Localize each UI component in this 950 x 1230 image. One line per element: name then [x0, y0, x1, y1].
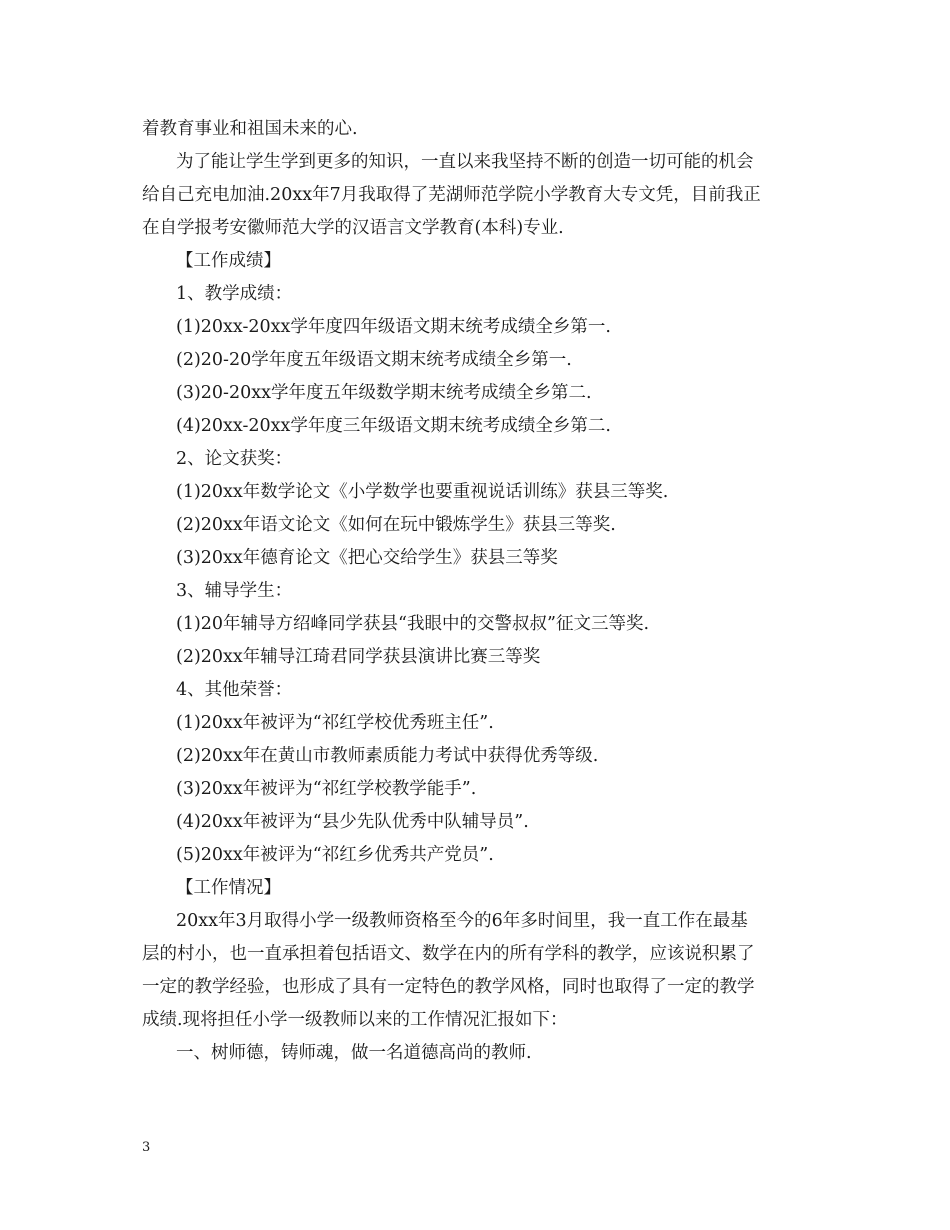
list-item: (3)20xx年德育论文《把心交给学生》获县三等奖 — [176, 548, 558, 568]
subsection-heading: 3、辅导学生： — [176, 581, 293, 601]
paragraph-line: 一定的教学经验，也形成了具有一定特色的教学风格，同时也取得了一定的教学 — [142, 977, 755, 997]
list-item: (2)20xx年语文论文《如何在玩中锻炼学生》获县三等奖. — [176, 515, 616, 535]
subsection-heading: 1、教学成绩： — [176, 284, 293, 304]
list-item: (1)20年辅导方绍峰同学获县“我眼中的交警叔叔”征文三等奖. — [176, 614, 650, 634]
list-item: (4)20xx-20xx学年度三年级语文期末统考成绩全乡第二. — [176, 416, 611, 436]
list-item: (2)20-20学年度五年级语文期末统考成绩全乡第一. — [176, 350, 572, 370]
list-item: (4)20xx年被评为“县少先队优秀中队辅导员”. — [176, 812, 529, 832]
list-item: (1)20xx年数学论文《小学数学也要重视说话训练》获县三等奖. — [176, 482, 669, 502]
paragraph-line: 一、树师德，铸师魂，做一名道德高尚的教师. — [176, 1043, 532, 1063]
paragraph-line: 着教育事业和祖国未来的心. — [142, 119, 358, 139]
list-item: (3)20xx年被评为“祁红学校教学能手”. — [176, 779, 477, 799]
list-item: (2)20xx年在黄山市教师素质能力考试中获得优秀等级. — [176, 746, 599, 766]
section-heading: 【工作情况】 — [176, 878, 281, 898]
paragraph-line: 为了能让学生学到更多的知识，一直以来我坚持不断的创造一切可能的机会 — [176, 152, 754, 172]
list-item: (3)20-20xx学年度五年级数学期末统考成绩全乡第二. — [176, 383, 592, 403]
paragraph-line: 20xx年3月取得小学一级教师资格至今的6年多时间里，我一直工作在最基 — [176, 911, 748, 931]
list-item: (1)20xx年被评为“祁红学校优秀班主任”. — [176, 713, 494, 733]
list-item: (2)20xx年辅导江琦君同学获县演讲比赛三等奖 — [176, 647, 541, 667]
subsection-heading: 4、其他荣誉： — [176, 680, 293, 700]
paragraph-line: 给自己充电加油.20xx年7月我取得了芜湖师范学院小学教育大专文凭，目前我正 — [142, 185, 761, 205]
subsection-heading: 2、论文获奖： — [176, 449, 293, 469]
paragraph-line: 在自学报考安徽师范大学的汉语言文学教育(本科)专业. — [142, 218, 564, 238]
paragraph-line: 层的村小，也一直承担着包括语文、数学在内的所有学科的教学，应该说积累了 — [142, 944, 755, 964]
list-item: (1)20xx-20xx学年度四年级语文期末统考成绩全乡第一. — [176, 317, 611, 337]
list-item: (5)20xx年被评为“祁红乡优秀共产党员”. — [176, 845, 494, 865]
page-number: 3 — [142, 1140, 151, 1155]
paragraph-line: 成绩.现将担任小学一级教师以来的工作情况汇报如下： — [142, 1010, 568, 1030]
section-heading: 【工作成绩】 — [176, 251, 281, 271]
